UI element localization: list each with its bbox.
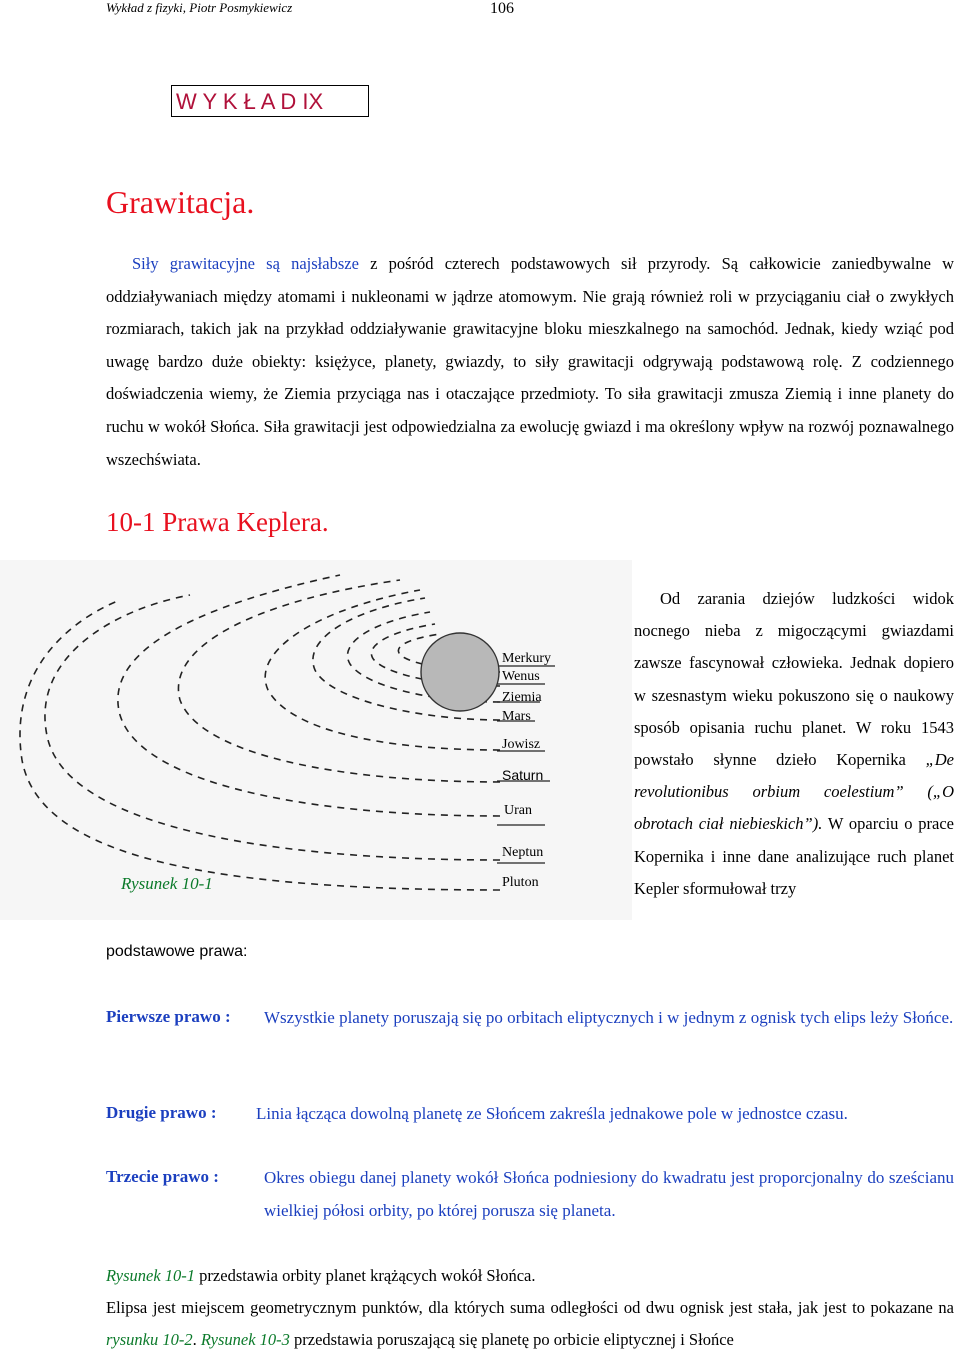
- figure-caption: Rysunek 10-1: [121, 874, 213, 893]
- law1-label: Pierwsze prawo :: [106, 1007, 231, 1026]
- figure-ref-10-3: Rysunek 10-3: [200, 1329, 290, 1349]
- planet-label-merkury: Merkury: [502, 651, 551, 666]
- kopernik-work-title: „De revolutionibus orbium coelestium” („O obrotach ciał niebieskich”).: [634, 750, 954, 834]
- tail-line1-text: przedstawia orbity planet krążących wokół Słońca.: [195, 1266, 536, 1285]
- tail-paragraph: [106, 1292, 954, 1355]
- planet-label-pluton: Pluton: [502, 875, 539, 890]
- intro-highlight: Siły grawitacyjne są najsłabsze: [132, 254, 359, 273]
- planet-label-jowisz: Jowisz: [502, 737, 541, 752]
- tail-text-c: przedstawia poruszającą się planetę po orbicie eliptycznej i Słońce: [289, 1329, 734, 1349]
- side-paragraph: [634, 583, 954, 905]
- planet-label-ziemia: Ziemia: [502, 690, 542, 705]
- law3-text: Okres obiegu danej planety wokół Słońca podniesiony do kwadratu jest proporcjonalny do sześcianu wielkiej półosi orbity, po której porusza się planeta.: [264, 1168, 954, 1220]
- intro-text: z pośród czterech podstawowych sił przyrody. Są całkowicie zaniedbywalne w oddziaływaniach między atomami i nukleonami w jądrze atomowym. Nie grają również roli w przyciąganiu ciał o zwykłych rozmiarach, takich jak na przykład oddziaływanie grawitacyjne bloku mieszkalnego na samochód. Jednak, kiedy wziąć pod uwagę bardzo duże obiekty: księżyce, planety, gwiazdy, to siły grawitacji odgrywają podstawową rolę. Z codziennego doświadczenia wiemy, że Ziemia przyciąga nas i otaczające przedmioty. To siła grawitacji zmusza Ziemią i inne planety do ruchu w wokół Słońca. Siła grawitacji jest odpowiedzialna za ewolucję gwiazd i ma określony wpływ na rozwój poznawalnego wszechświata.: [106, 254, 954, 469]
- intro-paragraph: [106, 248, 954, 476]
- figure-ref-10-2: rysunku 10-2: [106, 1329, 193, 1349]
- law1-text: Wszystkie planety poruszają się po orbitach eliptycznych i w jednym z ognisk tych elips leży Słońce.: [264, 1008, 954, 1027]
- running-header: Wykład z fizyki, Piotr Posmykiewicz: [106, 0, 293, 15]
- planet-label-neptun: Neptun: [502, 845, 544, 860]
- chapter-title: Grawitacja.: [106, 184, 255, 220]
- tail-line1: [106, 1260, 954, 1292]
- side-text-part2: W oparciu o prace Kopernika i inne dane analizujące ruch planet Kepler sformułował trzy: [634, 814, 954, 898]
- planet-label-mars: Mars: [502, 709, 531, 724]
- tail-text-b: .: [192, 1329, 201, 1349]
- law2-label: Drugie prawo :: [106, 1103, 217, 1122]
- side-text-part1: Od zarania dziejów ludzkości widok nocnego nieba z migoczącymi gwiazdami zawsze fascynował człowieka. Jednak dopiero w szesnastym wieku pokuszono się o naukowy sposób opisania ruchu planet. W roku 1543 powstało słynne dzieło Kopernika: [634, 589, 954, 770]
- laws-intro: podstawowe prawa:: [106, 943, 248, 960]
- section-title: 10-1 Prawa Keplera.: [106, 507, 329, 537]
- planet-label-uran: Uran: [504, 803, 532, 818]
- planet-label-wenus: Wenus: [502, 669, 540, 684]
- sun-icon: [421, 633, 499, 711]
- solar-system-figure: [0, 560, 632, 920]
- tail-text-a: Elipsa jest miejscem geometrycznym punktów, dla których suma odległości od dwu ognisk jest stała, jak jest to pokazane na: [106, 1298, 954, 1317]
- figure-ref: Rysunek 10-1: [106, 1266, 196, 1285]
- law3-label: Trzecie prawo :: [106, 1167, 219, 1186]
- planet-label-saturn: Saturn: [502, 767, 544, 783]
- law2-text: Linia łącząca dowolną planetę ze Słońcem zakreśla jednakowe pole w jednostce czasu.: [256, 1104, 848, 1123]
- lecture-title: W Y K Ł A D IX: [171, 85, 369, 117]
- page-number: 106: [490, 0, 514, 17]
